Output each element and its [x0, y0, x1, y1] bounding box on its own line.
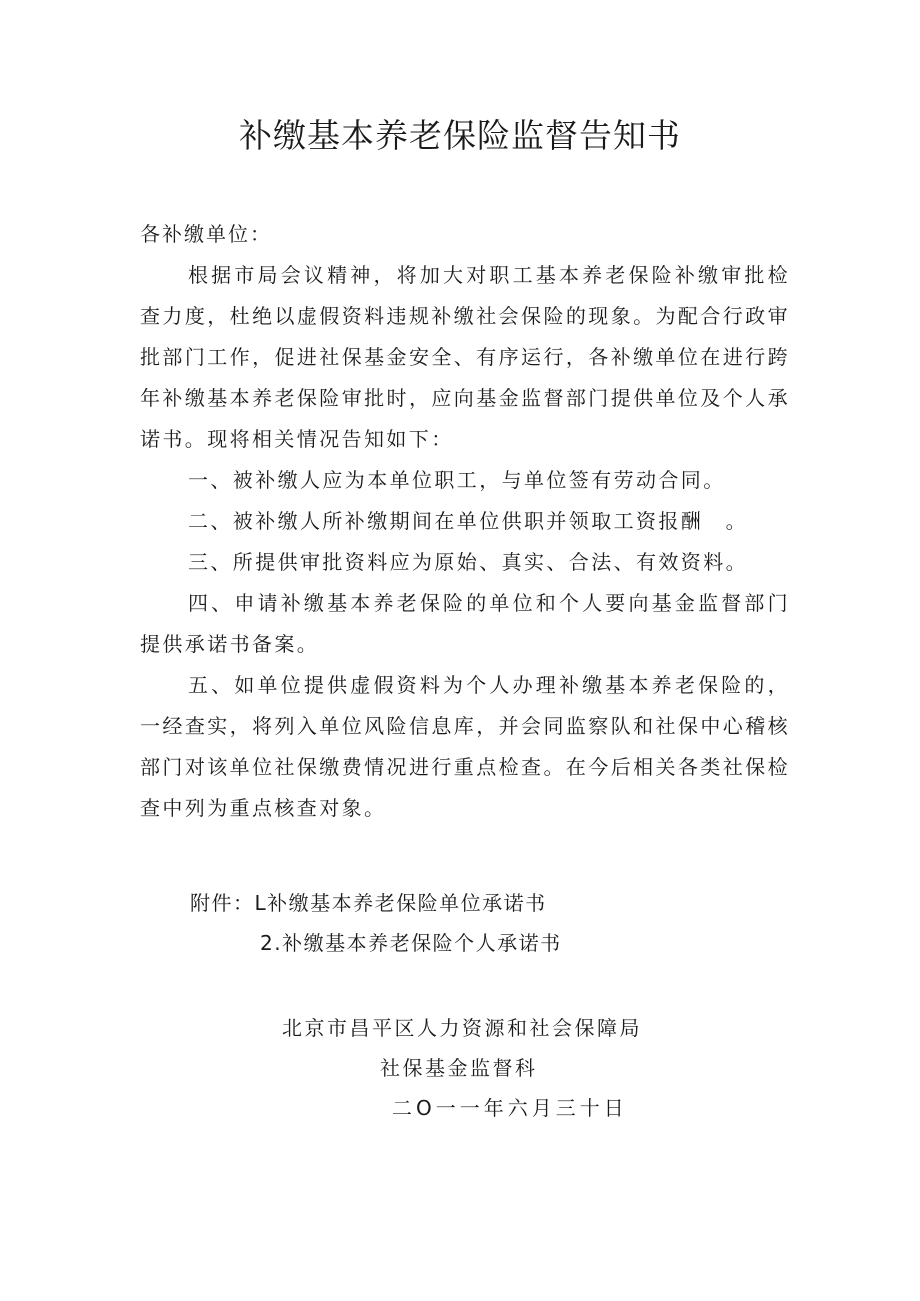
paragraph-item-5: 五、如单位提供虚假资料为个人办理补缴基本养老保险的，一经查实，将列入单位风险信息库，并会同监察队和社保中心稽核部门对该单位社保缴费情况进行重点检查。在今后相关各类社保检查中列为重点核查对象。 — [140, 673, 790, 820]
paragraph-item-2: 二、被补缴人所补缴期间在单位供职并领取工资报酬 。 — [188, 509, 748, 533]
document-body — [140, 255, 790, 829]
paragraph-intro: 根据市局会议精神，将加大对职工基本养老保险补缴审批检查力度，杜绝以虚假资料违规补缴社会保险的现象。为配合行政审批部门工作，促进社保基金安全、有序运行，各补缴单位在进行跨年补缴基本养老保险审批时，应向基金监督部门提供单位及个人承诺书。现将相关情况告知如下： — [140, 263, 790, 451]
attachments — [190, 883, 562, 963]
signature-date: 二O一一年六月三十日 — [392, 1096, 628, 1120]
paragraph-item-1: 一、被补缴人应为本单位职工，与单位签有劳动合同。 — [188, 468, 726, 492]
signature-department: 社保基金监督科 — [380, 1056, 538, 1080]
document-title: 补缴基本养老保险监督告知书 — [239, 116, 681, 155]
attachment-line-2: 2.补缴基本养老保险个人承诺书 — [260, 931, 562, 955]
attachment-line-1: 附件：L补缴基本养老保险单位承诺书 — [190, 891, 547, 915]
paragraph-item-4: 四、申请补缴基本养老保险的单位和个人要向基金监督部门提供承诺书备案。 — [140, 591, 790, 656]
salutation: 各补缴单位： — [140, 222, 272, 246]
signature-organization: 北京市昌平区人力资源和社会保障局 — [282, 1016, 642, 1040]
paragraph-item-3: 三、所提供审批资料应为原始、真实、合法、有效资料。 — [188, 550, 748, 574]
